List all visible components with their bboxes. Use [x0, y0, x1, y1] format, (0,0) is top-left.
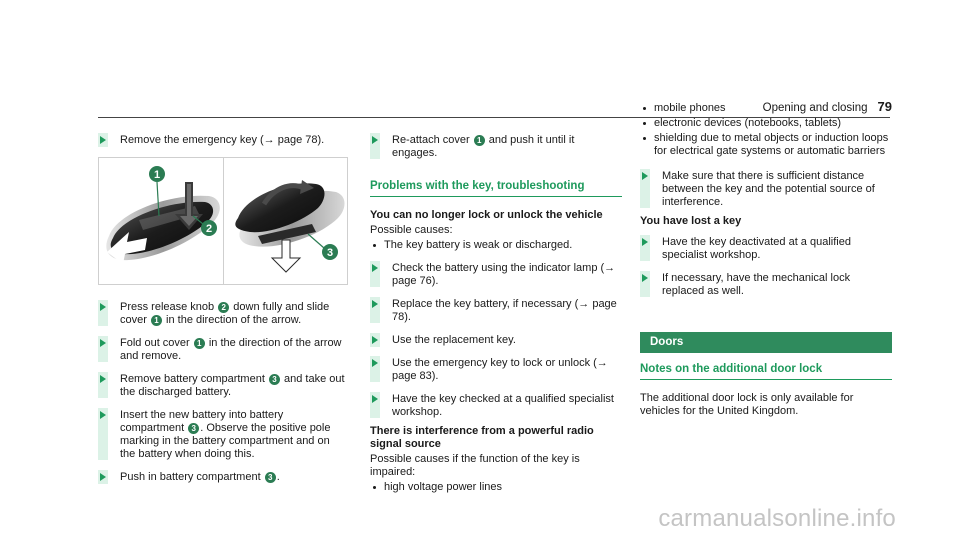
section-bar-doors: Doors [640, 332, 892, 353]
cause-high-voltage: high voltage power lines [370, 481, 622, 494]
cause-mobile-phones: mobile phones [640, 102, 892, 115]
step-arrow-icon [98, 408, 108, 460]
callout-badge: 2 [218, 302, 229, 313]
watermark: carmanualsonline.info [658, 505, 896, 532]
callout-badge: 3 [188, 423, 199, 434]
step-replace-lock: If necessary, have the mechanical lock replaced as well. [640, 272, 892, 298]
illustration-left [99, 158, 223, 284]
step-deactivate-key: Have the key deactivated at a qualified specialist workshop. [640, 236, 892, 262]
step-push-in-compartment: Push in battery compartment 3 . [98, 471, 348, 484]
callout-badge: 1 [151, 315, 162, 326]
step-arrow-icon [370, 392, 380, 418]
section-title-door-lock: Notes on the additional door lock [640, 363, 892, 380]
subhead-interference: There is interference from a powerful radio signal source [370, 425, 594, 450]
step-arrow-icon [640, 235, 650, 261]
key-battery-illustration [98, 157, 348, 285]
section-title-troubleshooting: Problems with the key, troubleshooting [370, 180, 622, 197]
step-press-release-knob: Press release knob 2 down fully and slide cover 1 in the direction of the arrow. [98, 301, 348, 327]
step-arrow-icon [98, 133, 108, 147]
step-arrow-icon [370, 261, 380, 287]
column-2 [370, 134, 622, 496]
subhead-cannot-lock: You can no longer lock or unlock the vehicle [370, 209, 603, 221]
interference-intro: Possible causes if the function of the key is impaired: [370, 453, 580, 478]
cause-weak-battery: The key battery is weak or discharged. [370, 239, 622, 252]
callout-badge: 1 [474, 135, 485, 146]
step-reattach-cover: Re-attach cover 1 and push it until it engages. [370, 134, 622, 160]
callout-3-label: 3 [326, 247, 333, 259]
step-insert-battery: Insert the new battery into battery compartment 3 . Observe the positive pole marking in the battery compartment and on the battery when doing this. [98, 409, 348, 461]
callout-2-label: 2 [205, 223, 213, 235]
step-arrow-icon [98, 470, 108, 484]
step-arrow-icon [370, 133, 380, 159]
step-remove-compartment: Remove battery compartment 3 and take out the discharged battery. [98, 373, 348, 399]
cause-electronic-devices: electronic devices (notebooks, tablets) [640, 117, 892, 130]
step-arrow-icon [370, 356, 380, 382]
step-use-emergency-key: Use the emergency key to lock or unlock (→ page 83). [370, 357, 622, 383]
subhead-lost-key: You have lost a key [640, 215, 742, 227]
page-ref-arrow-icon: → [263, 134, 275, 146]
callout-1-label: 1 [153, 169, 161, 181]
key-slide-cover-illustration [99, 158, 223, 284]
step-arrow-icon [370, 297, 380, 323]
column-1 [98, 134, 348, 494]
step-arrow-icon [640, 169, 650, 208]
cause-shielding: shielding due to metal objects or induction loops for electrical gate systems or automatic barriers [640, 132, 892, 158]
callout-badge: 1 [194, 338, 205, 349]
step-arrow-icon [370, 333, 380, 347]
key-remove-battery-illustration [224, 158, 348, 284]
step-remove-emergency-key: Remove the emergency key (→ page 78). [98, 134, 348, 147]
step-replace-battery: Replace the key battery, if necessary (→ page 78). [370, 298, 622, 324]
door-lock-note: The additional door lock is only available for vehicles for the United Kingdom. [640, 392, 854, 417]
step-use-replacement-key: Use the replacement key. [370, 334, 622, 347]
step-arrow-icon [98, 372, 108, 398]
step-check-battery: Check the battery using the indicator lamp (→ page 76). [370, 262, 622, 288]
page-ref-link[interactable]: page 78). [274, 134, 325, 146]
callout-badge: 3 [269, 374, 280, 385]
step-have-key-checked: Have the key checked at a qualified specialist workshop. [370, 393, 622, 419]
callout-badge: 3 [265, 472, 276, 483]
step-arrow-icon [98, 336, 108, 362]
step-arrow-icon [98, 300, 108, 326]
step-ensure-distance: Make sure that there is sufficient distance between the key and the potential source of interference. [640, 170, 892, 209]
step-arrow-icon [640, 271, 650, 297]
chapter-title: Opening and closing [762, 102, 868, 114]
possible-causes-label: Possible causes: [370, 224, 453, 236]
step-fold-out-cover: Fold out cover 1 in the direction of the arrow and remove. [98, 337, 348, 363]
page-number: 79 [877, 99, 892, 114]
illustration-right [223, 158, 348, 284]
